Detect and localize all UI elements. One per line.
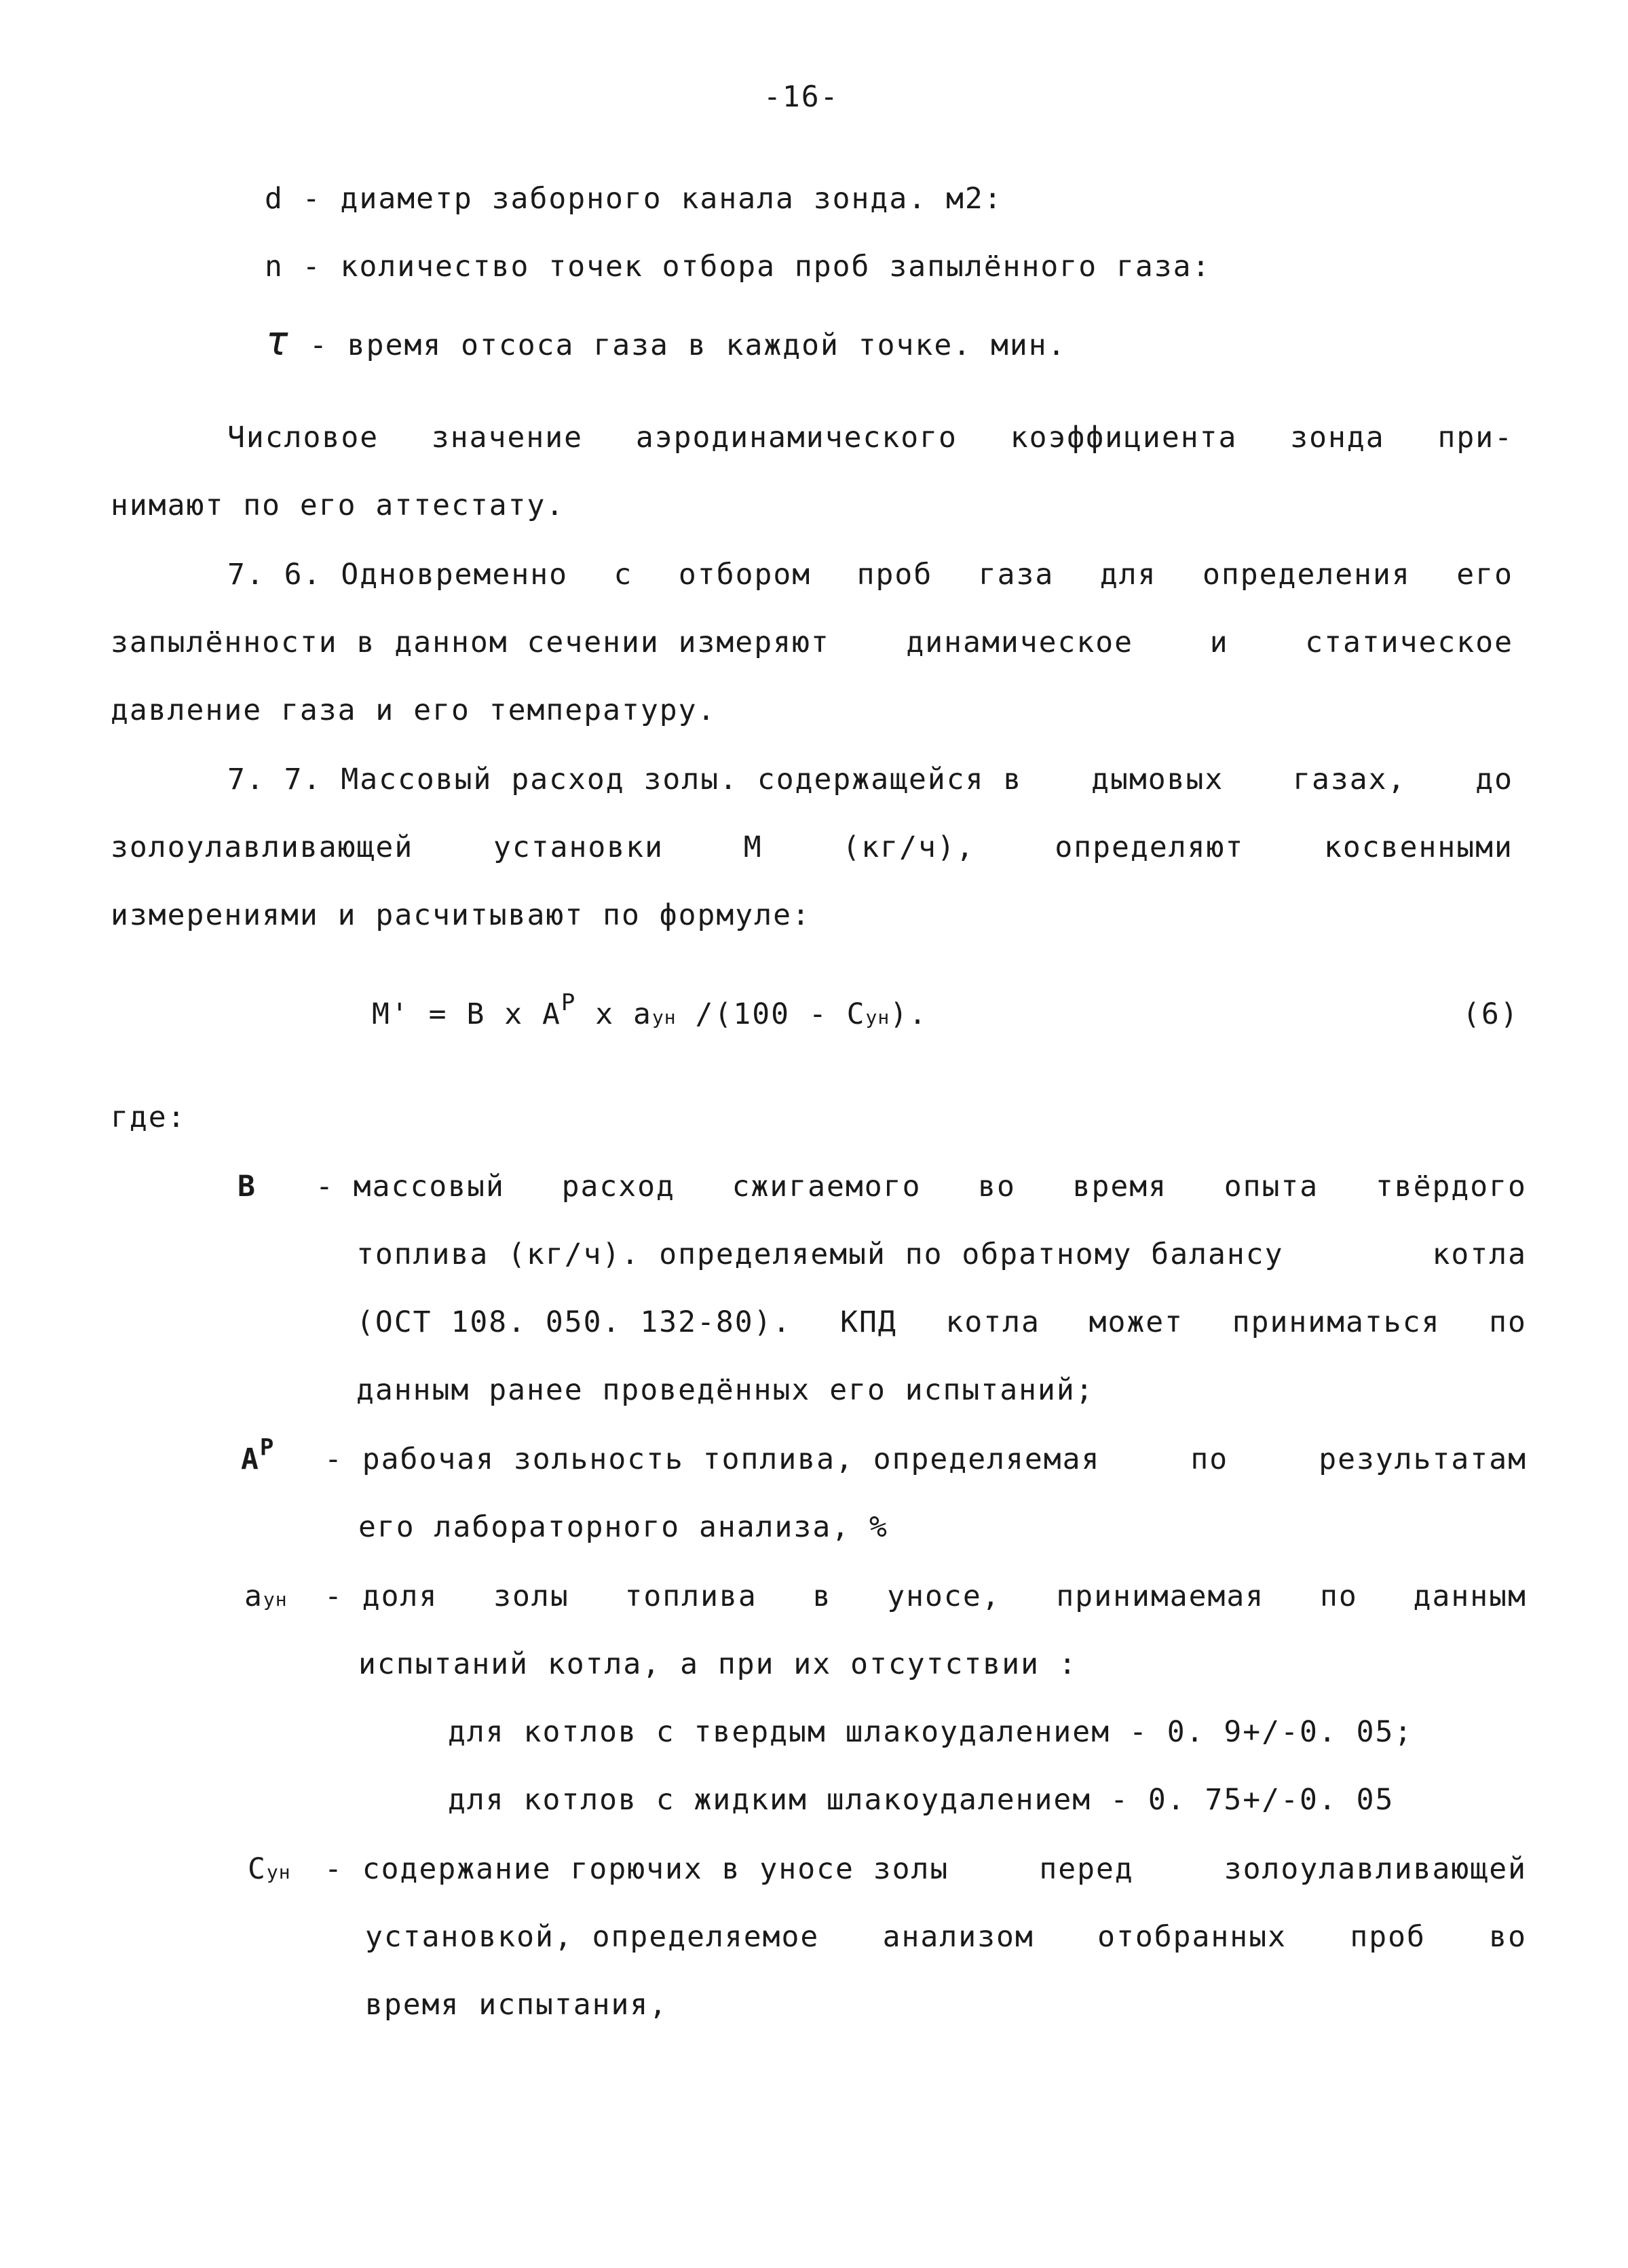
legend-b-line1 (316, 1170, 1527, 1204)
legend-b-line3 (356, 1305, 1527, 1339)
legend-cun-sub: ун (266, 1861, 291, 1883)
formula-close: ). (890, 997, 928, 1031)
legend-aun-letter: а (244, 1579, 263, 1613)
legend-ap-line2: его лабораторного анализа, % (358, 1510, 888, 1544)
def-d (265, 182, 1003, 216)
word: в (812, 1579, 832, 1613)
word: отбором (678, 558, 812, 592)
word: во (1489, 1920, 1527, 1954)
word: проб (856, 558, 933, 592)
word: газах, (1293, 763, 1407, 796)
word: золоулавливающей (111, 830, 414, 864)
def-symbol: n (265, 250, 284, 284)
para77-line2 (111, 830, 1513, 864)
word: зонда (1290, 421, 1385, 455)
word: отобранных (1097, 1920, 1287, 1954)
legend-b-symbol: В (238, 1170, 257, 1204)
formula-sup-p: Р (561, 989, 577, 1016)
word: установкой, определяемое (365, 1920, 820, 1954)
word: котла (1432, 1237, 1527, 1271)
word: уносе, (887, 1579, 1001, 1613)
def-n (265, 250, 1211, 284)
word: его (1456, 558, 1513, 592)
word: время (1072, 1170, 1168, 1204)
word: топлива (624, 1579, 757, 1613)
legend-aun-symbol (244, 1579, 288, 1613)
word: во (978, 1170, 1016, 1204)
legend-aun-sub: ун (263, 1588, 288, 1611)
word: М (743, 830, 763, 864)
word: Числовое (227, 421, 379, 455)
formula-sub-un: ун (651, 1006, 677, 1029)
word: по (1320, 1579, 1358, 1613)
word: коэффициента (1010, 421, 1238, 455)
page-number: -16- (763, 80, 839, 114)
legend-cun-line2 (365, 1920, 1527, 1954)
formula-eq: = В х А (428, 997, 561, 1031)
word: - рабочая зольность топлива, определяемая (324, 1442, 1101, 1476)
para76-line1 (227, 558, 1513, 592)
word: опыта (1224, 1170, 1319, 1204)
word: перед (1039, 1852, 1134, 1886)
word: - массовый (316, 1170, 505, 1204)
word: данным (1413, 1579, 1527, 1613)
legend-cun-symbol (248, 1852, 291, 1886)
word: для (1099, 558, 1157, 592)
def-text: - диаметр заборного канала зонда. м2: (302, 182, 1003, 216)
formula-lhs: М' (372, 997, 410, 1031)
word: значение (431, 421, 584, 455)
def-tau (265, 318, 1067, 365)
word: принимаемая (1056, 1579, 1265, 1613)
word: по (1190, 1442, 1229, 1476)
formula-number: (6) (1462, 997, 1519, 1031)
word: сжигаемого (732, 1170, 922, 1204)
para76-line2 (111, 626, 1513, 659)
legend-cun-line1 (324, 1852, 1527, 1886)
legend-aun-case1: для котлов с твердым шлакоудалением - 0. 9+/-0. 05; (448, 1715, 1414, 1749)
word: при- (1437, 421, 1513, 455)
word: 7. 6. Одновременно (227, 558, 568, 592)
legend-cun-line3: время испытания, (365, 1988, 668, 2022)
word: определения (1203, 558, 1411, 592)
def-symbol: τ (265, 318, 291, 365)
legend-b-line2 (356, 1237, 1527, 1271)
word: может (1089, 1305, 1184, 1339)
legend-b-line4: данным ранее проведённых его испытаний; (356, 1373, 1095, 1407)
word: - доля (324, 1579, 438, 1613)
word: (ОСТ 108. 050. 132-80). (356, 1305, 792, 1339)
word: - содержание горючих в уносе золы (324, 1852, 949, 1886)
word: (кг/ч), (842, 830, 975, 864)
legend-aun-case2: для котлов с жидким шлакоудалением - 0. 75+/-0. 05 (448, 1783, 1395, 1817)
para1-line2: нимают по его аттестату. (111, 488, 565, 522)
word: золоулавливающей (1224, 1852, 1527, 1886)
word: по (1489, 1305, 1527, 1339)
word: 7. 7. Массовый расход золы. содержащейся в (227, 763, 1023, 796)
word: золы (493, 1579, 569, 1613)
word: аэродинамического (635, 421, 958, 455)
word: газа (978, 558, 1055, 592)
para1-line1 (227, 421, 1513, 455)
word: расход (561, 1170, 675, 1204)
formula-x: х а (595, 997, 652, 1031)
word: анализом (882, 1920, 1034, 1954)
formula-div: /(100 - С (695, 997, 866, 1031)
where-label: где: (111, 1100, 187, 1134)
word: определяют (1055, 830, 1245, 864)
word: динамическое (906, 626, 1134, 659)
word: установки (493, 830, 664, 864)
para76-line3: давление газа и его температуру. (111, 693, 717, 727)
word: КПД (840, 1305, 897, 1339)
def-text: - количество точек отбора проб запылённого газа: (302, 250, 1211, 284)
word: проб (1350, 1920, 1426, 1954)
word: до (1475, 763, 1513, 796)
legend-ap-line1 (324, 1442, 1527, 1476)
legend-aun-line1 (324, 1579, 1527, 1613)
word: приниматься (1232, 1305, 1441, 1339)
legend-ap-sup: Р (259, 1434, 276, 1461)
word: котла (945, 1305, 1040, 1339)
legend-ap-letter: А (241, 1442, 260, 1476)
formula-sub-un-2: ун (865, 1006, 890, 1029)
word: запылённости в данном сечении измеряют (111, 626, 830, 659)
word: дымовых (1091, 763, 1224, 796)
def-text: - время отсоса газа в каждой точке. мин. (309, 328, 1067, 362)
word: косвенными (1324, 830, 1513, 864)
para77-line3: измерениями и расчитывают по формуле: (111, 898, 811, 932)
legend-aun-line2: испытаний котла, а при их отсутствии : (358, 1647, 1078, 1681)
word: статическое (1305, 626, 1513, 659)
word: результатам (1319, 1442, 1527, 1476)
para77-line1 (227, 763, 1513, 796)
legend-cun-letter: С (248, 1852, 267, 1886)
word: твёрдого (1375, 1170, 1527, 1204)
word: топлива (кг/ч). определяемый по обратному балансу (356, 1237, 1284, 1271)
word: с (613, 558, 633, 592)
formula (372, 989, 928, 1031)
legend-ap-symbol (241, 1434, 276, 1476)
word: и (1209, 626, 1229, 659)
def-symbol: d (265, 182, 284, 216)
